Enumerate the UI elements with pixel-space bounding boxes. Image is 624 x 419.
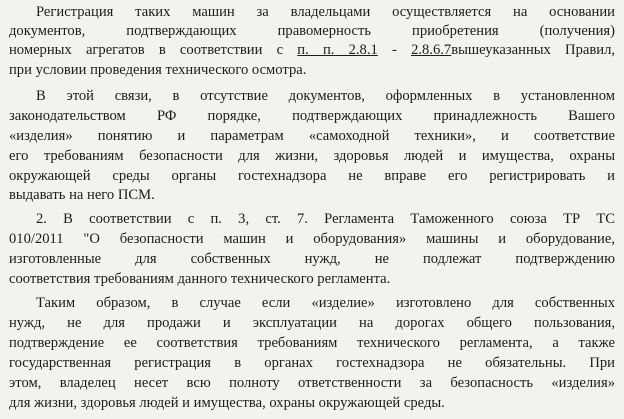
line-text: вышеуказанных Правил, — [451, 42, 615, 58]
paragraph-4-line-3: подтверждение ее соответствия требованиям технического регламента, а также — [9, 335, 615, 351]
paragraph-3-line-1: 2. В соответствии с п. 3, ст. 7. Регламента Таможенного союза ТР ТС — [36, 211, 615, 227]
paragraph-2-line-5: окружающей среды органы гостехнадзора не вправе его регистрировать и — [9, 168, 615, 184]
paragraph-3-line-2: 010/2011 "О безопасности машин и оборудования» машины и оборудование, — [9, 231, 615, 247]
paragraph-1-line-2: документов, подтверждающих правомерность приобретения (получения) — [9, 23, 615, 39]
paragraph-1-line-1: Регистрация таких машин за владельцами осуществляется на основании — [36, 4, 615, 20]
paragraph-4-line-6: для жизни, здоровья людей и имущества, охраны окружающей среды. — [9, 395, 445, 411]
paragraph-2-line-6: выдавать на него ПСМ. — [9, 187, 155, 203]
line-text: - — [377, 42, 412, 58]
paragraph-3-line-3: изготовленные для собственных нужд, не подлежат подтверждению — [9, 251, 615, 267]
rules-section-link-2-8-1[interactable]: п. п. 2.8.1 — [297, 42, 378, 58]
paragraph-1-line-3 — [9, 40, 615, 60]
paragraph-4-line-4: государственная регистрация в органах гостехнадзора не обязательны. При — [9, 355, 615, 371]
paragraph-1-line-4: при условии проведения технического осмотра. — [9, 62, 307, 78]
paragraph-4-line-5: этом, владелец несет всю полноту ответственности за безопасность «изделия» — [9, 375, 615, 391]
rules-section-link-2-8-6-7[interactable]: 2.8.6.7 — [411, 42, 452, 58]
paragraph-2-line-1: В этой связи, в отсутствие документов, оформленных в установленном — [36, 88, 615, 104]
paragraph-4-line-1: Таким образом, в случае если «изделие» изготовлено для собственных — [36, 295, 615, 311]
paragraph-3-line-4: соответствия требованиям данного технического регламента. — [9, 271, 391, 287]
paragraph-2-line-2: законодательством РФ порядке, подтверждающих принадлежность Вашего — [9, 108, 615, 124]
paragraph-4-line-2: нужд, не для продажи и эксплуатации на дорогах общего пользования, — [9, 315, 615, 331]
paragraph-2-line-4: его требованиям безопасности для жизни, здоровья людей и имущества, охраны — [9, 148, 615, 164]
line-text: номерных агрегатов в соответствии с — [9, 42, 298, 58]
paragraph-2-line-3: «изделия» понятию и параметрам «самоходной техники», и соответствие — [9, 128, 615, 144]
